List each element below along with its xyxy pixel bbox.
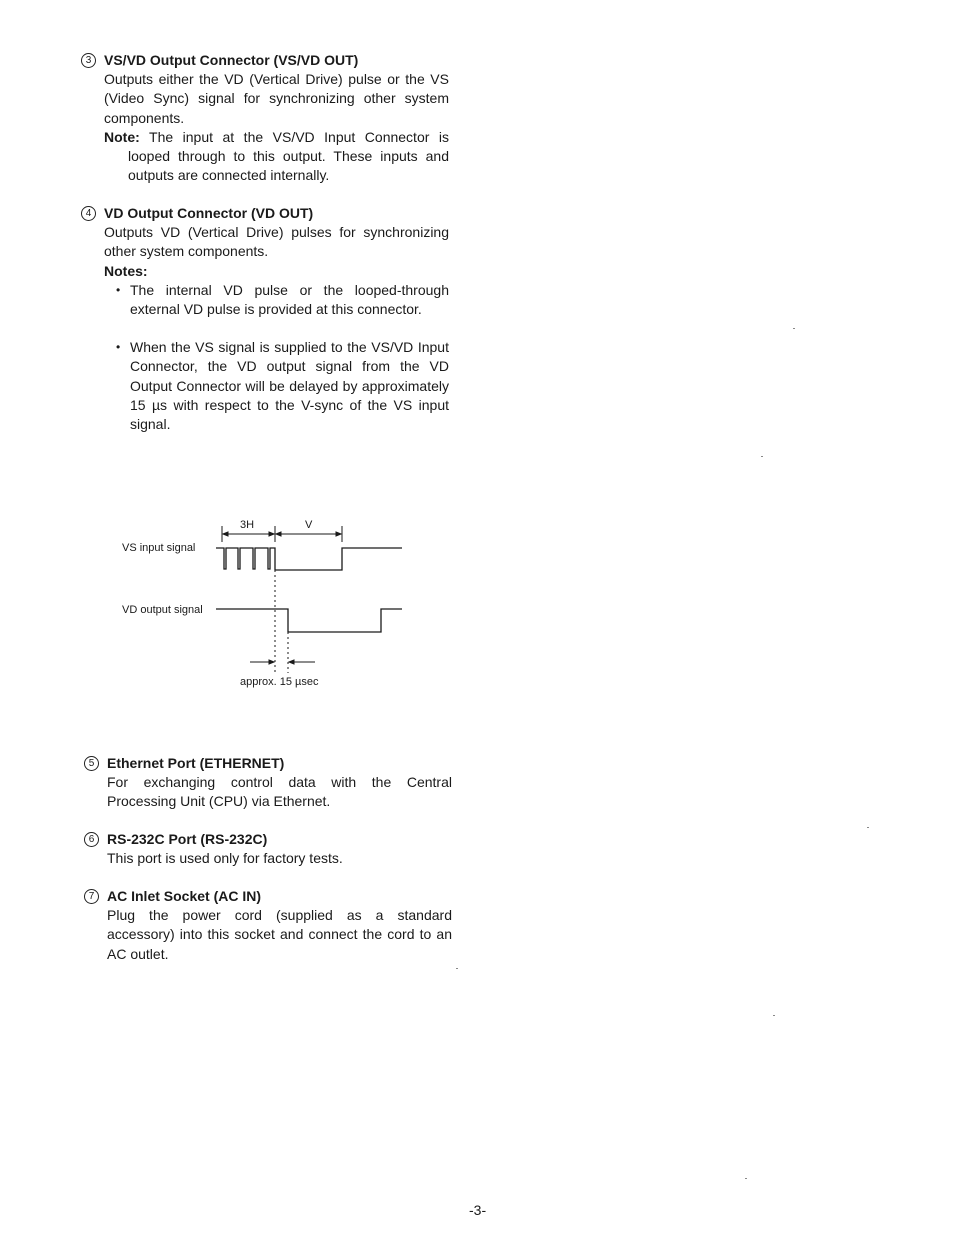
scan-speck (745, 1178, 747, 1179)
scan-speck (456, 968, 458, 969)
section-body: Plug the power cord (supplied as a standard accessory) into this socket and connect the cord to an AC outlet. (107, 907, 452, 962)
section-heading (85, 204, 449, 223)
section-title: AC Inlet Socket (AC IN) (107, 888, 262, 904)
section-heading (88, 887, 452, 906)
scan-speck (867, 827, 869, 828)
section-title: VS/VD Output Connector (VS/VD OUT) (104, 52, 359, 68)
label-3h: 3H (240, 519, 255, 531)
scan-speck (761, 456, 763, 457)
vd-output-label: VD output signal (122, 604, 203, 616)
circled-number: 5 (84, 756, 99, 771)
circled-number: 4 (81, 206, 96, 221)
section-title: VD Output Connector (VD OUT) (104, 205, 314, 221)
vs-input-waveform (216, 548, 402, 570)
section-body: This port is used only for factory tests. (107, 850, 343, 867)
notes-label: Notes: (104, 262, 148, 279)
section-body: For exchanging control data with the Central Processing Unit (CPU) via Ethernet. (107, 774, 452, 810)
delay-arrows (250, 660, 315, 664)
section-title: RS-232C Port (RS-232C) (107, 831, 268, 847)
section-body: Outputs VD (Vertical Drive) pulses for synchronizing other system components. (104, 224, 449, 260)
section-vs-vd-output (85, 51, 449, 185)
section-vd-output (85, 204, 449, 434)
section-title: Ethernet Port (ETHERNET) (107, 755, 285, 771)
page-number: -3- (469, 1202, 487, 1218)
scan-speck (793, 328, 795, 329)
note (104, 128, 449, 186)
circled-number: 6 (84, 832, 99, 847)
list-item: • The internal VD pulse or the looped-through external VD pulse is provided at this connector. (104, 281, 449, 319)
reference-lines (275, 570, 288, 673)
vs-input-label: VS input signal (122, 542, 196, 554)
section-rs232c-port (88, 830, 452, 868)
section-ethernet-port (88, 754, 452, 812)
notes-list (104, 281, 449, 434)
note-label: Note: (104, 128, 140, 145)
label-v: V (305, 519, 313, 531)
scan-speck (773, 1015, 775, 1016)
section-body: Outputs either the VD (Vertical Drive) pulse or the VS (Video Sync) signal for synchronizing other system components. (104, 71, 449, 126)
section-ac-inlet (88, 887, 452, 964)
delay-label: approx. 15 µsec (240, 676, 319, 688)
list-item: • When the VS signal is supplied to the VS/VD Input Connector, the VD output signal from the VD Output Connector will be delayed by approximately 15 µs with respect to the V-sync of the VS input signal. (104, 338, 449, 434)
section-heading (85, 51, 449, 70)
circled-number: 7 (84, 889, 99, 904)
note-text: The input at the VS/VD Input Connector is looped through to this output. These inputs and outputs are connected internally. (128, 128, 449, 184)
circled-number: 3 (81, 53, 96, 68)
vd-output-waveform (216, 609, 402, 632)
section-heading (88, 754, 452, 773)
section-heading (88, 830, 452, 849)
timing-diagram (110, 508, 420, 693)
